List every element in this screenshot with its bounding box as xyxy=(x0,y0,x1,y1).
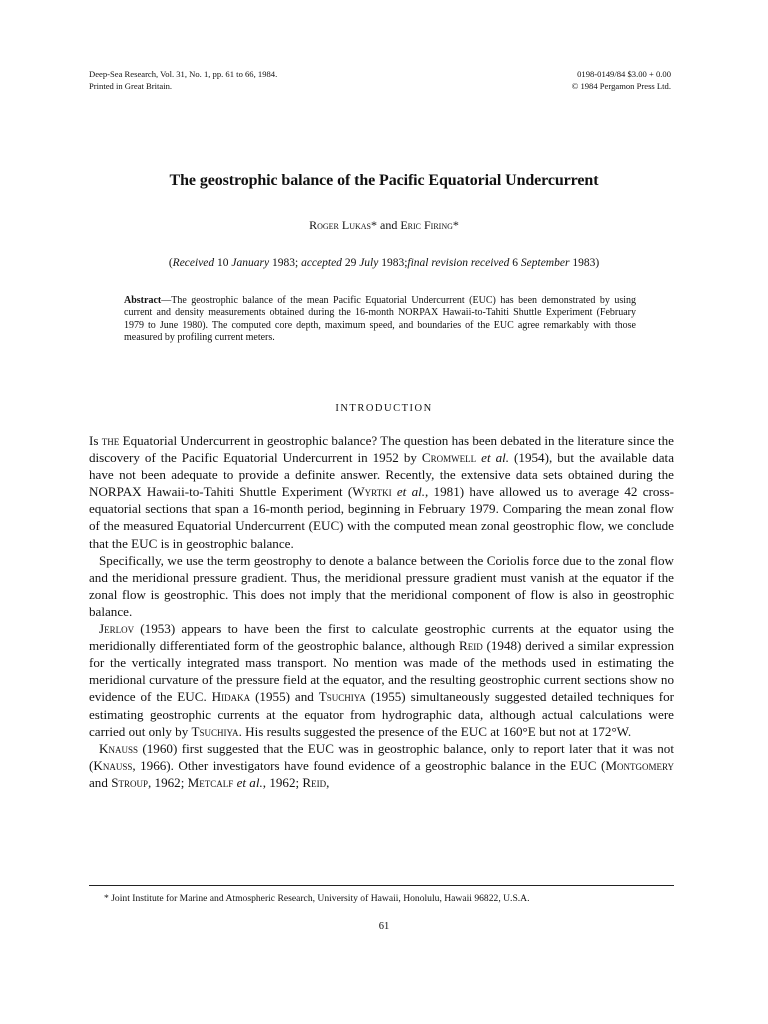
final-month: September xyxy=(520,257,570,269)
received-dates xyxy=(0,257,768,269)
abstract-text: —The geostrophic balance of the mean Pacific Equatorial Undercurrent (EUC) has been demonstrated by using current and density measurements obtained during the 16-month NORPAX Hawaii-to-Tahiti Shuttle Experiment (February 1979 to June 1980). The computed core depth, maximum speed, and boundaries of the EUC agree remarkably with those measured by profiling current meters. xyxy=(124,295,636,344)
citation-author: Montgomery xyxy=(605,757,674,773)
citation-author: Reid xyxy=(302,774,327,790)
copyright-line: © 1984 Pergamon Press Ltd. xyxy=(571,81,671,91)
text-run: (1955) and xyxy=(250,689,319,705)
text-run: , xyxy=(326,774,330,790)
abstract xyxy=(124,295,636,345)
text-run: and xyxy=(89,774,112,790)
citation-author: Jerlov xyxy=(99,621,135,637)
paragraph xyxy=(89,432,674,552)
citation-author: Stroup xyxy=(111,774,148,790)
affiliation-footnote: * Joint Institute for Marine and Atmospheric Research, University of Hawaii, Honolulu, Hawaii 96822, U.S.A. xyxy=(104,893,530,904)
text-run: (1948) derived a similar expression for the vertically integrated mass transport. No mention was made of the methods used in estimating the meridional curvature of the pressure field at the equator, and the resulting geostrophic current sections show no evidence of the EUC. xyxy=(89,638,674,705)
accepted-label: accepted xyxy=(301,257,342,269)
footnote-divider xyxy=(89,885,674,886)
text-run: (1955) simultaneously suggested detailed techniques for estimating geostrophic currents at the equator from hydrographic data, although actual calculations were carried out only by xyxy=(89,689,674,739)
text-run: , 1962; xyxy=(147,774,188,790)
text-run: , 1981) have allowed us to average 42 cross-equatorial sections that span a 16-month period, beginning in February 1979. Comparing the mean zonal flow of the measured Equatorial Undercurrent (EUC) with the computed mean zonal geostrophic flow, we conclude that the EUC is in geostrophic balance. xyxy=(89,484,674,551)
text-run: (1954), but the available data have not been adequate to provide a definite answer. Recently, the extensive data sets obtained during the NORPAX Hawaii-to-Tahiti Shuttle Experiment ( xyxy=(89,450,675,500)
text-run: . His results suggested the presence of the EUC at 160°E but not at 172°W. xyxy=(238,723,632,739)
text-run: et al. xyxy=(391,484,426,500)
copyright-block xyxy=(572,68,671,92)
accepted-year: 1983; xyxy=(378,257,408,269)
text-run: (1953) appears to have been the first to calculate geostrophic currents at the equator using the meridionally differentiated form of the geostrophic balance, although xyxy=(89,621,674,654)
final-label: final revision received xyxy=(407,257,510,269)
page-number: 61 xyxy=(378,921,390,932)
text-run: Is xyxy=(89,433,102,448)
author-line xyxy=(0,218,768,233)
footnote-marker: * xyxy=(371,218,377,232)
author-conjunction: and xyxy=(377,218,401,232)
text-run: , 1966). Other investigators have found evidence of a geostrophic balance in the EUC ( xyxy=(132,757,606,773)
paper-title: The geostrophic balance of the Pacific Equatorial Undercurrent xyxy=(169,172,599,189)
text-run: Equatorial Undercurrent in geostrophic balance? The question has been debated in the literature since the discovery of the Pacific Equatorial Undercurrent in 1952 by xyxy=(89,433,674,466)
journal-citation xyxy=(89,68,277,92)
citation-author: Hidaka xyxy=(211,689,251,705)
text-run: , 1962; xyxy=(262,774,303,790)
accepted-day: 29 xyxy=(341,257,360,269)
citation-author: Reid xyxy=(458,638,483,654)
citation-author: Tsuchiya xyxy=(318,689,366,705)
journal-citation-line: Deep-Sea Research, Vol. 31, No. 1, pp. 61 to 66, 1984. xyxy=(89,69,278,79)
issn-price-line: 0198-0149/84 $3.00 + 0.00 xyxy=(577,69,671,79)
footnote-marker: * xyxy=(452,218,459,232)
paragraph xyxy=(89,740,674,791)
text-run: et al. xyxy=(476,450,510,466)
body-text xyxy=(89,432,674,791)
paren: ( xyxy=(168,257,173,269)
printed-in-line: Printed in Great Britain. xyxy=(89,81,173,91)
received-day: 10 xyxy=(214,257,232,269)
received-month: January xyxy=(231,257,270,269)
paragraph xyxy=(89,620,674,740)
citation-author: Wyrtki xyxy=(352,484,392,500)
final-year: 1983) xyxy=(569,257,600,269)
citation-author: Knauss xyxy=(99,740,138,756)
final-day: 6 xyxy=(509,257,521,269)
received-label: Received xyxy=(172,257,215,269)
paragraph: Specifically, we use the term geostrophy to denote a balance between the Coriolis force due to the zonal flow and the meridional pressure gradient. Thus, the meridional pressure gradient must vanish at the equator if the zonal flow is geostrophic. This does not imply that the meridional component of flow is also in geostrophic balance. xyxy=(89,552,674,619)
citation-author: Metcalf xyxy=(187,774,234,790)
abstract-label: Abstract xyxy=(124,295,162,306)
received-year: 1983; xyxy=(269,257,302,269)
citation-author: Tsuchiya xyxy=(191,723,239,739)
author-name: Roger Lukas xyxy=(309,218,371,232)
text-run: (1960) first suggested that the EUC was in geostrophic balance, only to report later that it was not ( xyxy=(89,740,674,773)
accepted-month: July xyxy=(359,257,379,269)
author-name: Eric Firing xyxy=(400,218,453,232)
citation-author: Cromwell xyxy=(421,450,477,466)
citation-author: Knauss xyxy=(93,757,133,773)
text-run: the xyxy=(101,433,120,448)
section-heading: INTRODUCTION xyxy=(335,403,433,414)
text-run: et al. xyxy=(233,774,263,790)
